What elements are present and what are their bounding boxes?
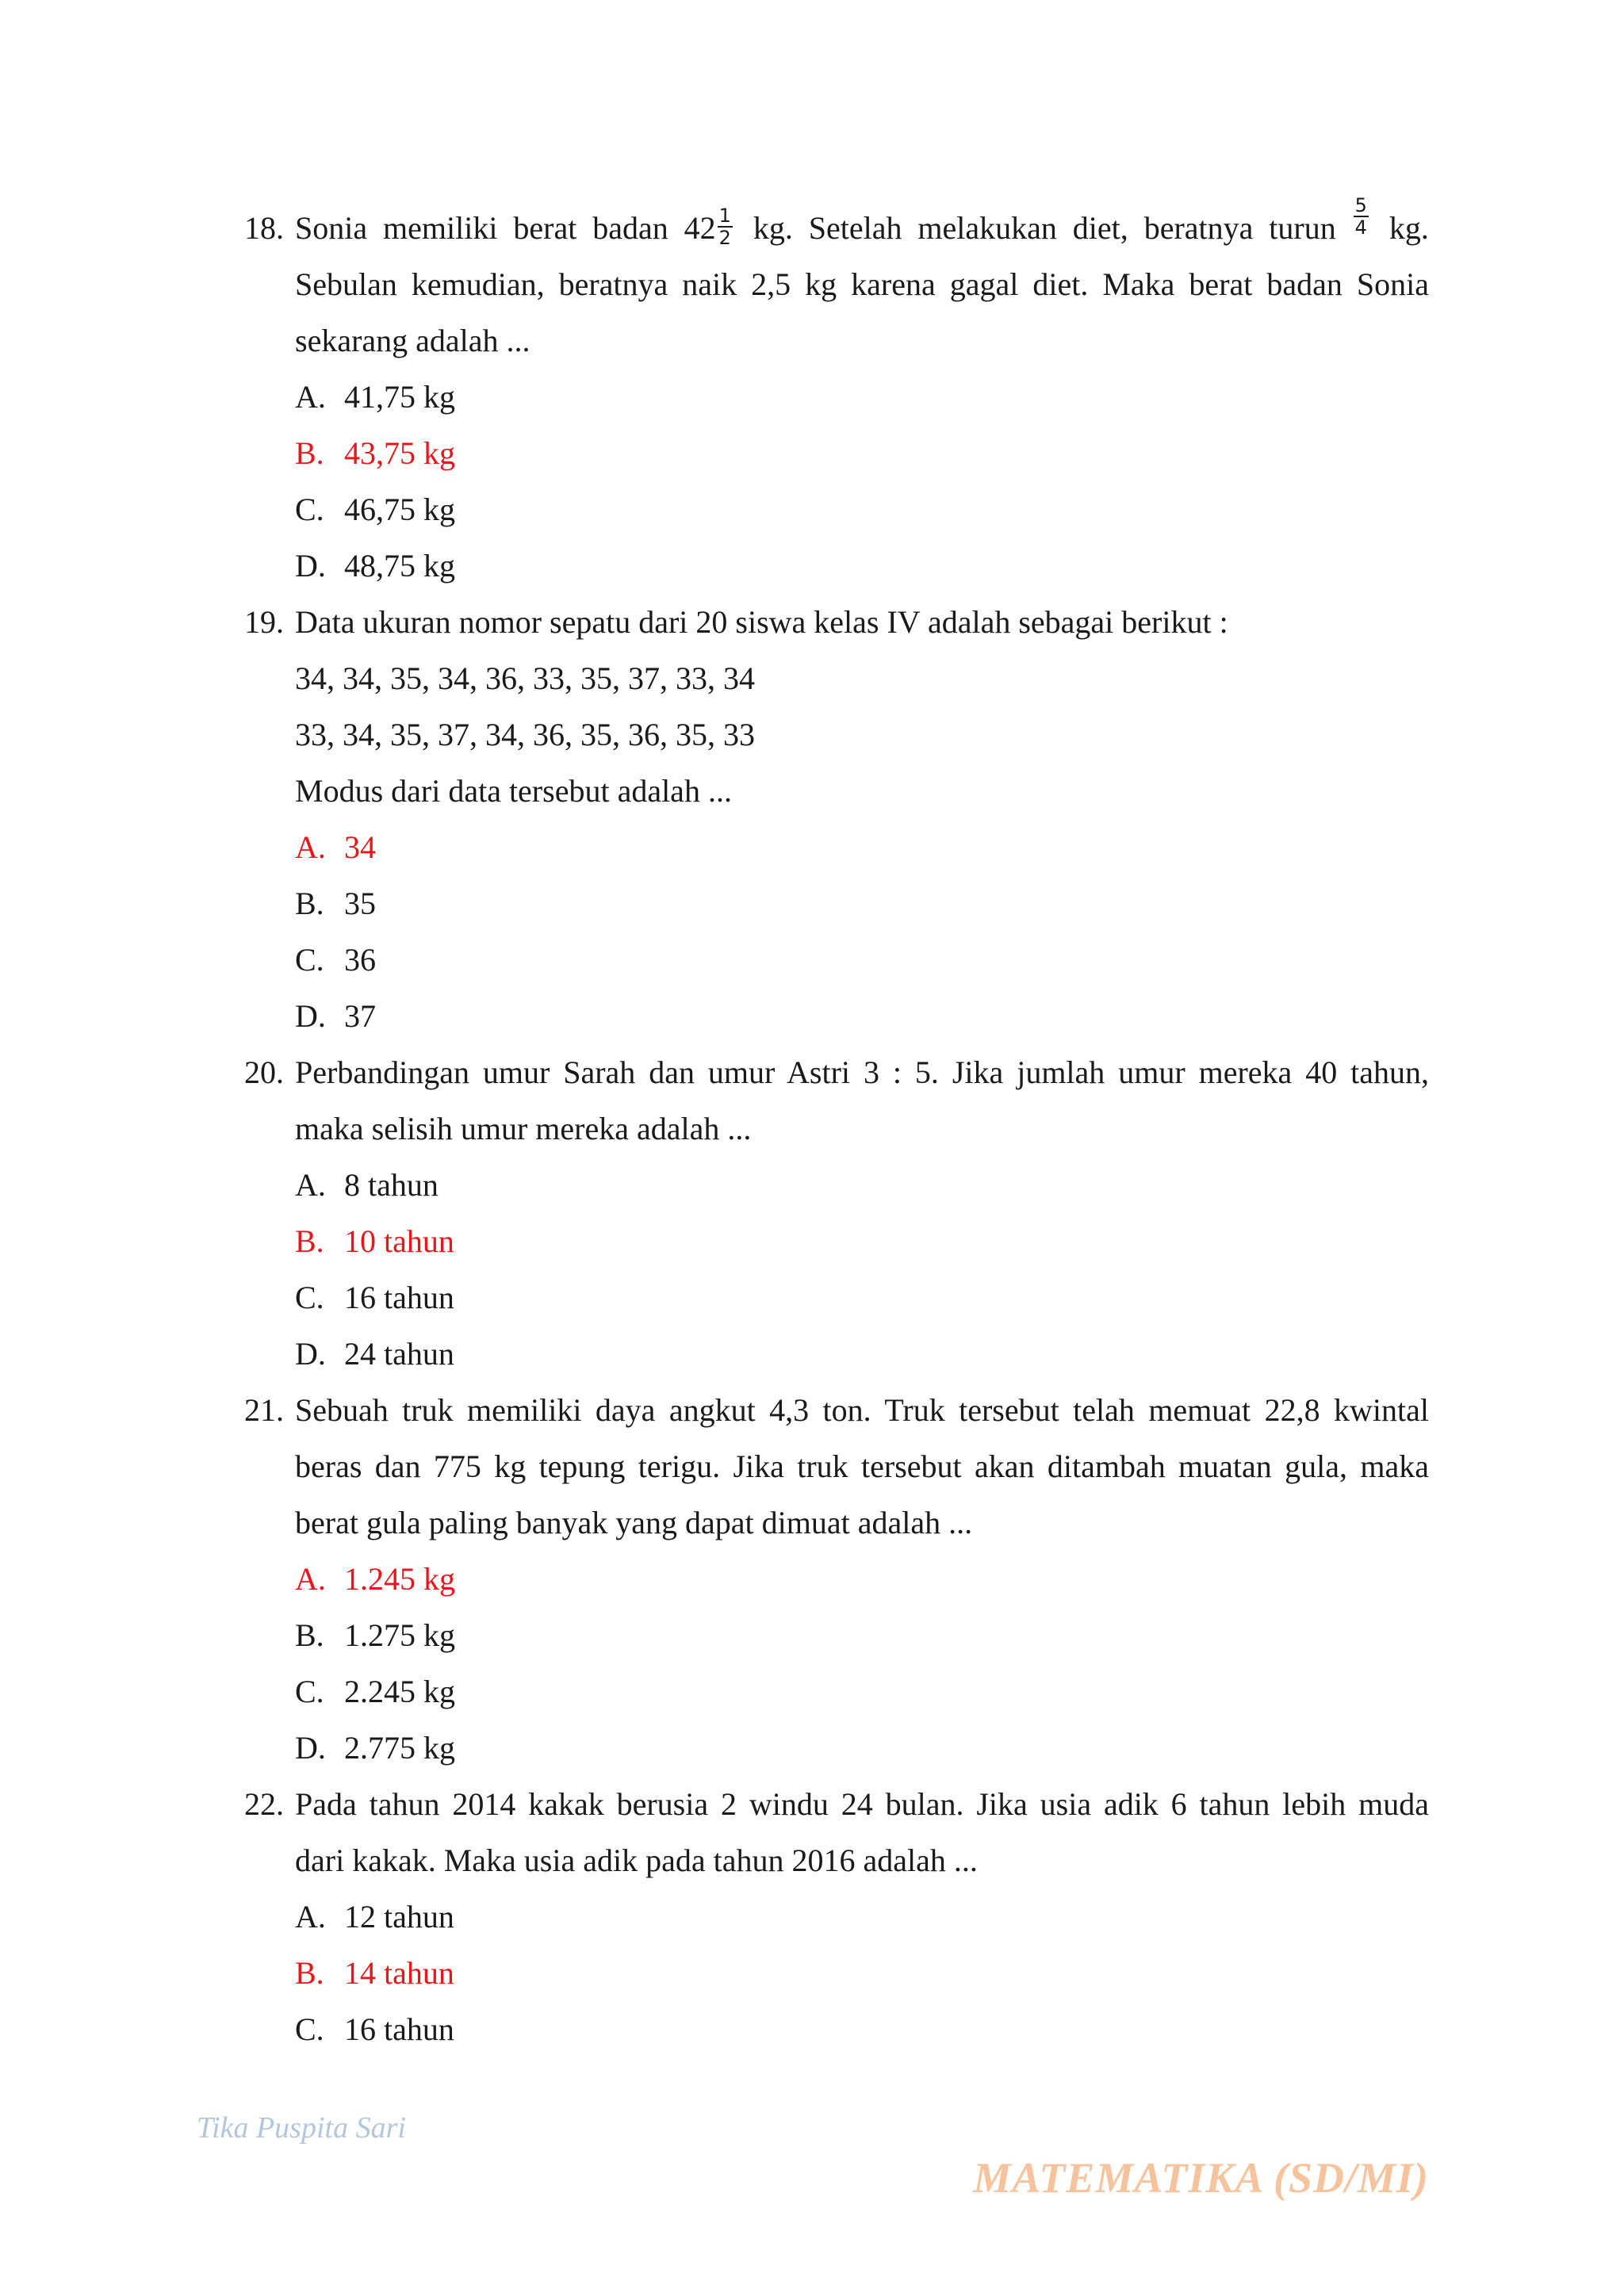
option-text: 34 (344, 829, 376, 865)
question-number: 20. (244, 1054, 284, 1090)
option-letter: B. (295, 435, 324, 471)
question-text (295, 594, 1429, 819)
question-number: 22. (244, 1786, 284, 1822)
question-text (295, 1776, 1429, 1888)
question-20 (244, 1044, 1429, 1382)
option-letter: A. (295, 1899, 326, 1934)
question-line: Modus dari data tersebut adalah ... (295, 773, 732, 809)
fraction (1354, 195, 1369, 251)
option-letter: B. (295, 886, 324, 921)
word: melakukan (917, 210, 1057, 246)
question-list (244, 194, 1429, 2057)
option-letter: B. (295, 1617, 324, 1653)
option-text: 37 (344, 998, 376, 1034)
option-b-correct (295, 425, 1429, 481)
option-d (295, 538, 1429, 594)
option-letter: D. (295, 998, 326, 1034)
option-text: 16 tahun (344, 1280, 454, 1315)
fraction-numerator: 5 (1354, 194, 1367, 216)
option-letter: D. (295, 1730, 326, 1766)
whole-part: 42 (684, 210, 716, 246)
option-letter: C. (295, 2011, 324, 2047)
option-letter: D. (295, 1336, 326, 1372)
fraction (718, 205, 733, 248)
data-row: 33, 34, 35, 37, 34, 36, 35, 36, 35, 33 (295, 717, 755, 752)
question-line: Sebuah truk memiliki daya angkut 4,3 ton. Truk tersebut telah memuat 22,8 kwintal (295, 1392, 1429, 1428)
option-c (295, 1269, 1429, 1326)
option-letter: C. (295, 942, 324, 978)
data-row: 34, 34, 35, 34, 36, 33, 35, 37, 33, 34 (295, 660, 755, 696)
option-text: 8 tahun (344, 1167, 439, 1203)
option-text: 48,75 kg (344, 548, 455, 584)
question-line: Pada tahun 2014 kakak berusia 2 windu 24 bulan. Jika usia adik 6 tahun lebih muda (295, 1786, 1429, 1822)
option-letter: A. (295, 1167, 326, 1203)
option-text: 35 (344, 886, 376, 921)
word: beratnya (1143, 210, 1254, 246)
word: turun (1269, 210, 1336, 246)
option-a (295, 369, 1429, 425)
option-text: 2.775 kg (344, 1730, 455, 1766)
option-text: 10 tahun (344, 1223, 454, 1259)
question-number: 21. (244, 1392, 284, 1428)
option-b (295, 875, 1429, 932)
option-c (295, 2001, 1429, 2057)
option-b-correct (295, 1945, 1429, 2001)
word: kg. (753, 210, 793, 246)
question-number: 19. (244, 604, 284, 640)
option-d (295, 1326, 1429, 1382)
fraction-denominator: 4 (1354, 216, 1367, 239)
options (295, 1157, 1429, 1382)
word: Setelah (808, 210, 902, 246)
mixed-number (684, 200, 737, 256)
question-21 (244, 1382, 1429, 1776)
option-d (295, 988, 1429, 1044)
question-line: maka selisih umur mereka adalah ... (295, 1111, 752, 1146)
option-d (295, 1720, 1429, 1776)
footer-subject: MATEMATIKA (SD/MI) (973, 2154, 1429, 2202)
question-22 (244, 1776, 1429, 2057)
question-line: beras dan 775 kg tepung terigu. Jika truk tersebut akan ditambah muatan gula, maka (295, 1448, 1429, 1484)
word: diet, (1072, 210, 1128, 246)
option-c (295, 481, 1429, 538)
option-letter: B. (295, 1223, 324, 1259)
option-letter: C. (295, 492, 324, 527)
option-letter: C. (295, 1280, 324, 1315)
question-text (295, 1044, 1429, 1157)
option-text: 1.275 kg (344, 1617, 455, 1653)
question-line (295, 194, 1429, 256)
word: berat (513, 210, 577, 246)
fraction-numerator: 1 (718, 204, 731, 227)
option-b-correct (295, 1213, 1429, 1269)
options (295, 369, 1429, 594)
option-letter: A. (295, 829, 326, 865)
option-text: 41,75 kg (344, 379, 455, 415)
option-text: 36 (344, 942, 376, 978)
word: memiliki (383, 210, 498, 246)
question-line: Data ukuran nomor sepatu dari 20 siswa kelas IV adalah sebagai berikut : (295, 604, 1228, 640)
option-letter: C. (295, 1674, 324, 1709)
option-text: 46,75 kg (344, 492, 455, 527)
option-a (295, 1888, 1429, 1945)
option-a (295, 1157, 1429, 1213)
footer-author: Tika Puspita Sari (197, 2111, 406, 2145)
option-c (295, 1663, 1429, 1720)
option-letter: A. (295, 379, 326, 415)
options (295, 1551, 1429, 1776)
question-19 (244, 594, 1429, 1044)
option-text: 16 tahun (344, 2011, 454, 2047)
option-a-correct (295, 1551, 1429, 1607)
option-letter: B. (295, 1955, 324, 1991)
options (295, 819, 1429, 1044)
question-line: dari kakak. Maka usia adik pada tahun 2016 adalah ... (295, 1843, 978, 1878)
word: kg. (1388, 210, 1429, 246)
question-18 (244, 194, 1429, 594)
option-text: 43,75 kg (344, 435, 455, 471)
word: Sonia (295, 210, 368, 246)
option-c (295, 932, 1429, 988)
question-line: sekarang adalah ... (295, 323, 530, 358)
options (295, 1888, 1429, 2057)
word: badan (592, 210, 668, 246)
option-text: 1.245 kg (344, 1561, 455, 1597)
question-text (295, 194, 1429, 369)
option-text: 14 tahun (344, 1955, 454, 1991)
option-text: 24 tahun (344, 1336, 454, 1372)
option-letter: D. (295, 548, 326, 584)
option-b (295, 1607, 1429, 1663)
option-a-correct (295, 819, 1429, 875)
fraction-denominator: 2 (718, 226, 731, 249)
option-text: 12 tahun (344, 1899, 454, 1934)
option-text: 2.245 kg (344, 1674, 455, 1709)
question-line: Sebulan kemudian, beratnya naik 2,5 kg karena gagal diet. Maka berat badan Sonia (295, 266, 1429, 302)
question-text (295, 1382, 1429, 1551)
option-letter: A. (295, 1561, 326, 1597)
question-number: 18. (244, 210, 284, 246)
question-line: berat gula paling banyak yang dapat dimuat adalah ... (295, 1505, 973, 1540)
question-line: Perbandingan umur Sarah dan umur Astri 3 : 5. Jika jumlah umur mereka 40 tahun, (295, 1054, 1429, 1090)
